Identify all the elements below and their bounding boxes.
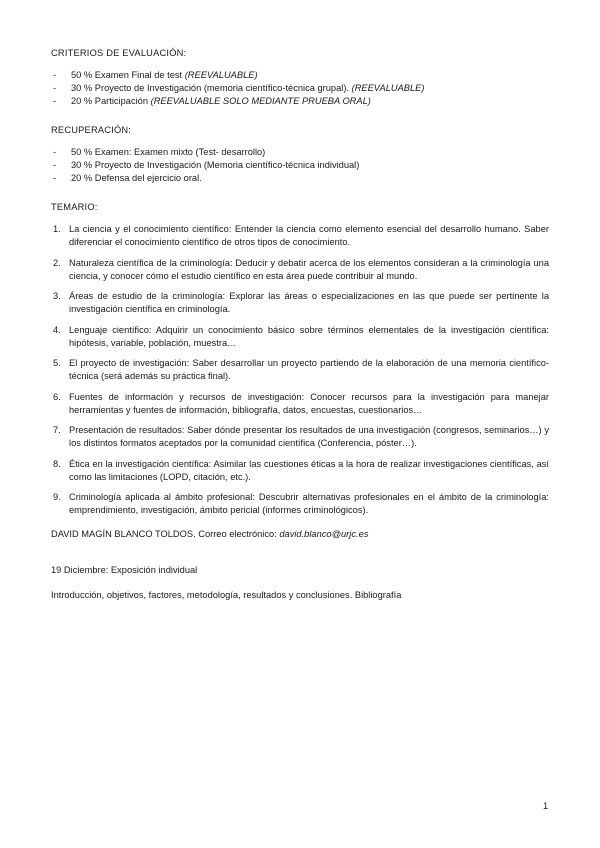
list-item: - 50 % Examen: Examen mixto (Test- desarrollo) [51,146,549,159]
document-page [51,47,549,614]
temario-item: 2. Naturaleza científica de la criminología: Deducir y debatir acerca de los elementos consideran a la criminología una ciencia, y conocer cómo el estudio científico en esta área puede contribuir al mundo. [53,257,549,281]
exposicion-line: 19 Diciembre: Exposición individual [51,565,198,575]
author-email-link[interactable]: david.blanco@urjc.es [279,529,369,539]
author-line [51,528,549,541]
criterios-list [51,69,549,108]
list-item: - 20 % Defensa del ejercicio oral. [51,172,549,185]
estructura-line: Introducción, objetivos, factores, metodología, resultados y conclusiones. Bibliografía [51,590,402,600]
temario-item: 9. Criminología aplicada al ámbito profesional: Descubrir alternativas profesionales en el ámbito de la criminología: emprendimiento, investigación, ámbito pericial (informes criminológicos). [53,492,549,515]
list-item: - 30 % Proyecto de Investigación (Memoria científico-técnica individual) [51,159,549,172]
temario-item: 1. La ciencia y el conocimiento científico: Entender la ciencia como elemento esencial del desarrollo humano. Saber diferenciar el conocimiento científico de otros tipos de conocimiento. [53,224,549,247]
list-item: - 50 % Examen Final de test (REEVALUABLE) [51,69,549,82]
temario-item: 3. Áreas de estudio de la criminología: Explorar las áreas o especializaciones en las que puede ser pertinente la investigación científica en criminología. [53,291,549,314]
temario-heading: TEMARIO: [51,202,98,212]
recuperacion-heading: RECUPERACIÓN: [51,125,132,135]
list-item: - 30 % Proyecto de Investigación (memoria científico-técnica grupal). (REEVALUABLE) [51,82,549,95]
recuperacion-list [51,146,549,185]
page-number: 1 [543,801,549,811]
criterios-heading: CRITERIOS DE EVALUACIÓN: [51,48,187,58]
temario-item: 5. El proyecto de investigación: Saber desarrollar un proyecto partiendo de la elaboración de una memoria científico-técnica (será además su práctica final). [53,358,549,381]
temario-item: 4. Lenguaje científico: Adquirir un conocimiento básico sobre términos elementales de la investigación científica: hipótesis, variable, población, muestra… [53,324,549,348]
temario-item: 6. Fuentes de información y recursos de investigación: Conocer recursos para la investigación para manejar herramientas y fuentes de información, bibliografía, datos, encuestas, cuestionarios… [53,391,549,415]
temario-item: 7. Presentación de resultados: Saber dónde presentar los resultados de una investigación (congresos, seminarios…) y los distintos formatos aceptados por la comunidad científica (Conferencia, póster…). [53,425,549,448]
author-name: DAVID MAGÍN BLANCO TOLDOS. Correo electrónico: [51,529,280,539]
temario-item: 8. Ética en la investigación científica: Asimilar las cuestiones éticas a la hora de realizar investigaciones científicas, así como las limitaciones (LOPD, citación, etc.). [53,458,549,482]
temario-list [51,223,549,517]
list-item: - 20 % Participación (REEVALUABLE SOLO MEDIANTE PRUEBA ORAL) [51,95,549,108]
